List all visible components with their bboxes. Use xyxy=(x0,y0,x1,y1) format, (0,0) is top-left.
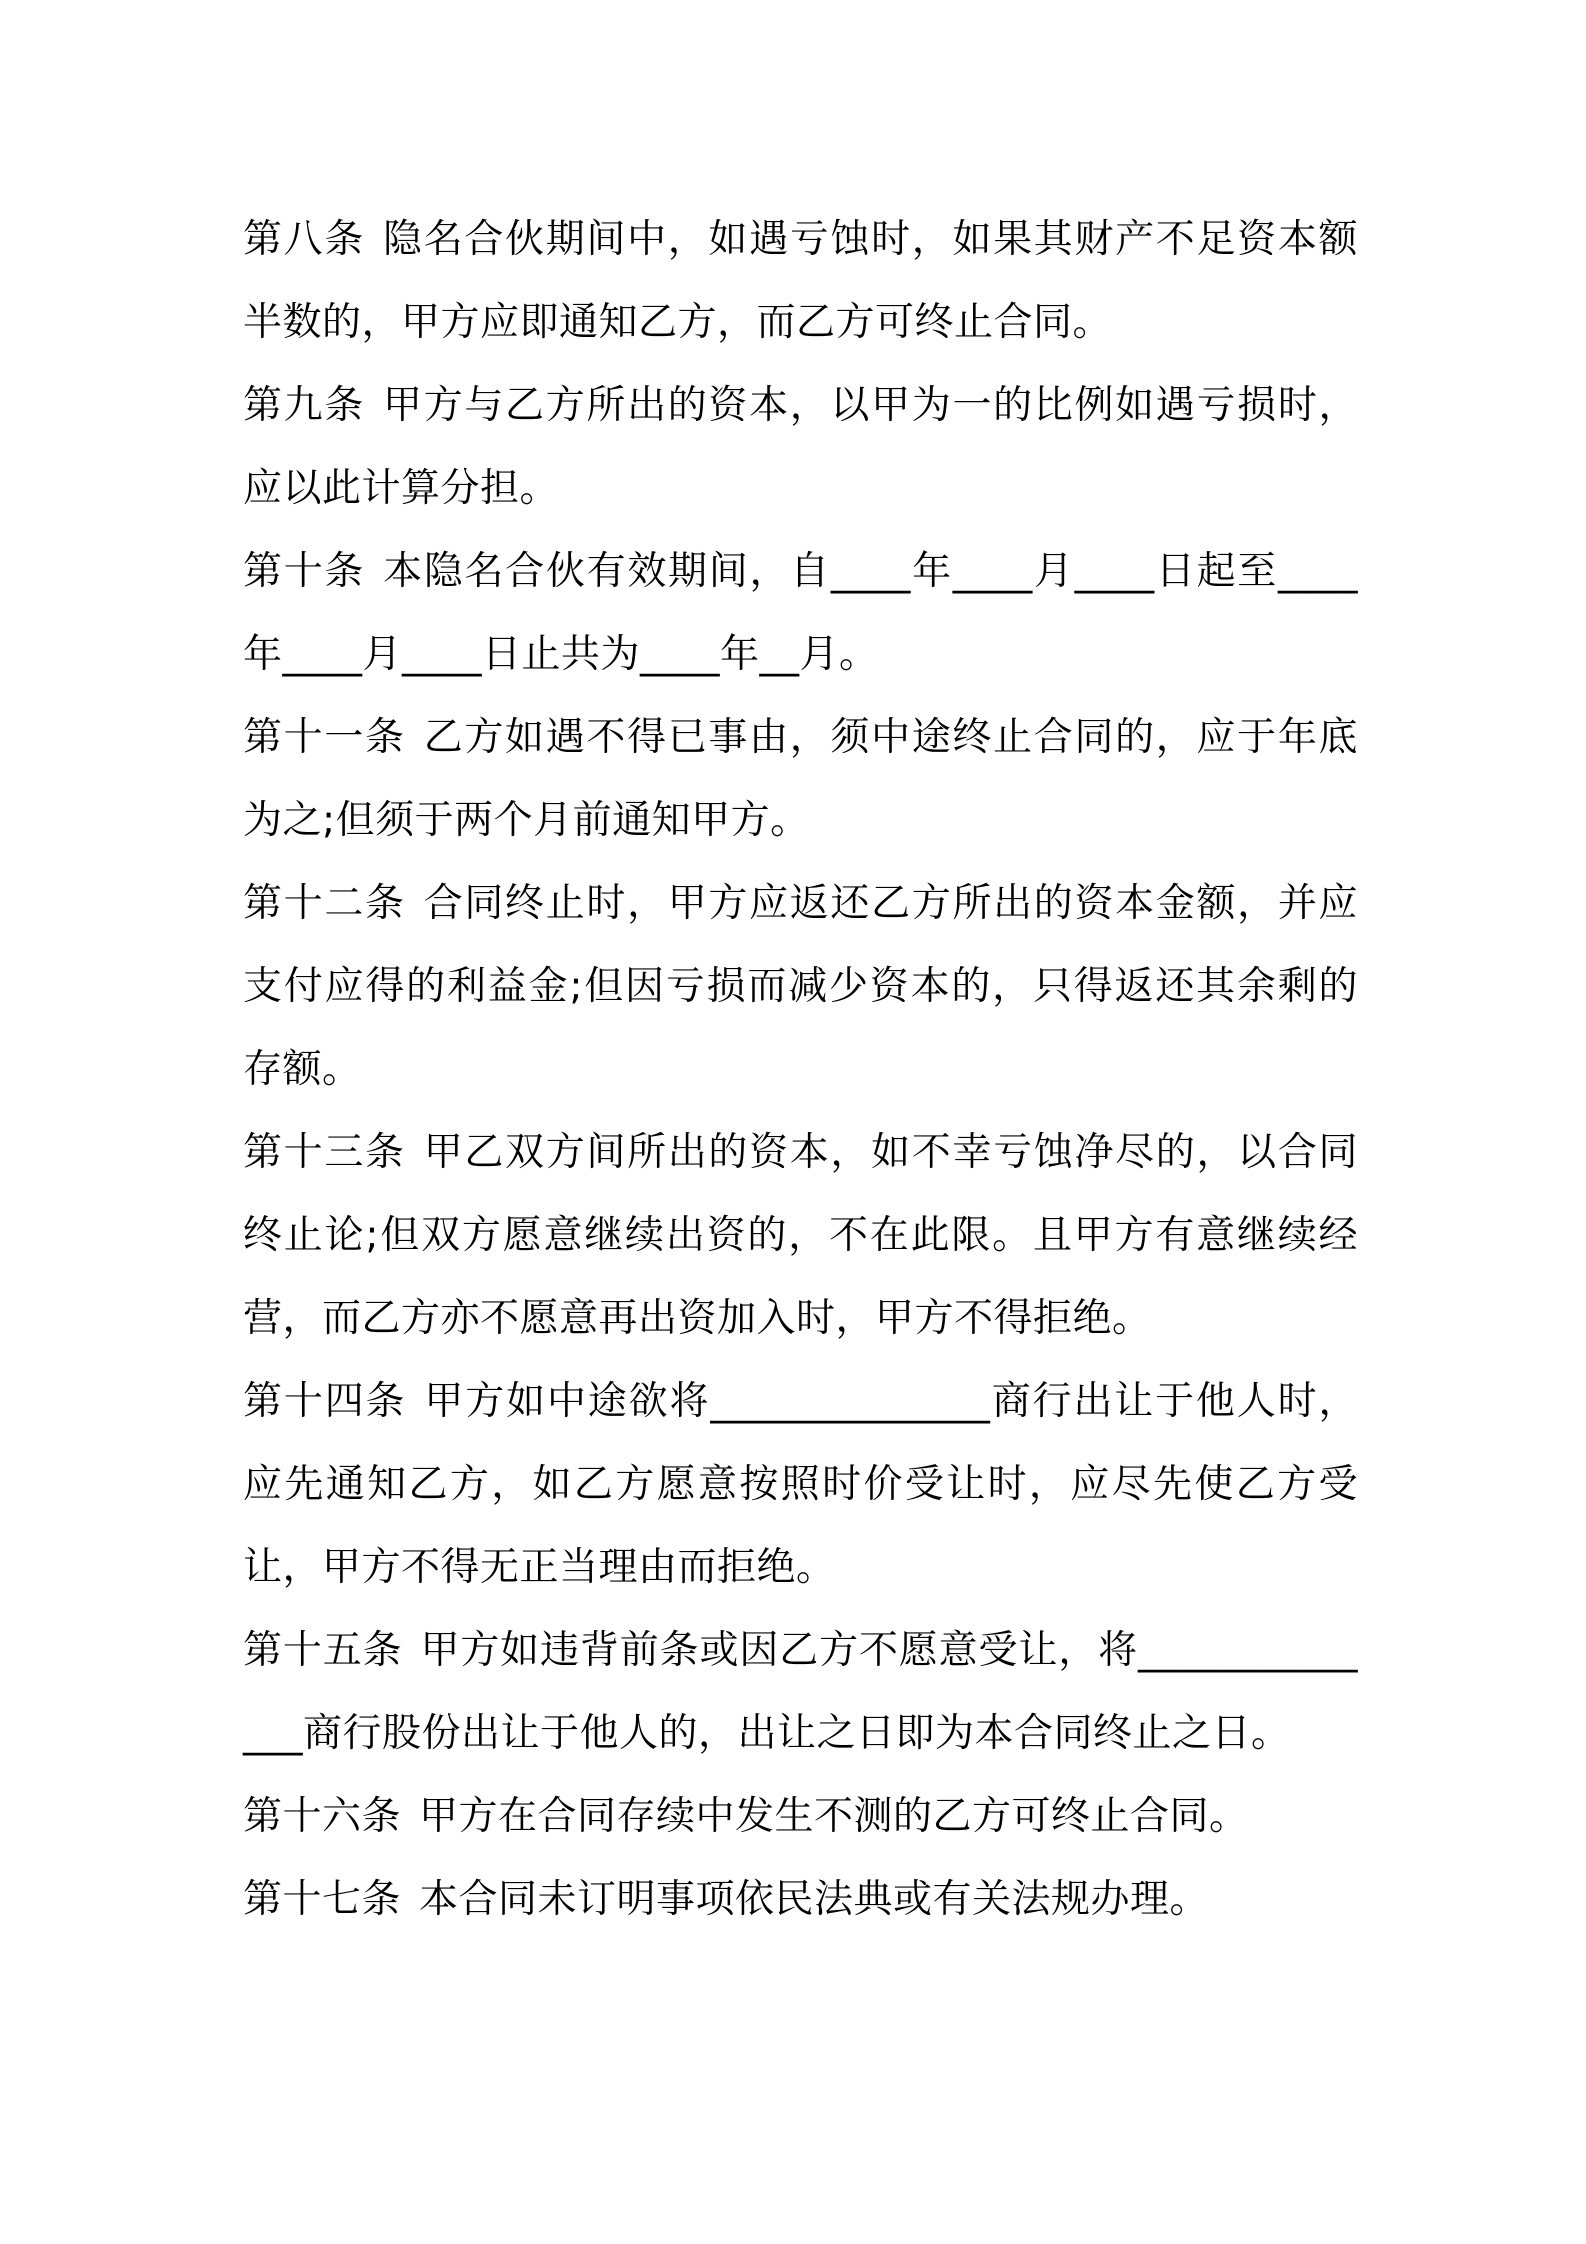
article-text: 甲方如违背前条或因乙方不愿意受让，将______________商行股份出让于他人的，出让之日即为本合同终止之日。 xyxy=(243,1628,1358,1756)
article-8 xyxy=(243,198,1358,364)
article-text: 本隐名合伙有效期间，自____年____月____日起至____年____月____日止共为____年__月。 xyxy=(243,549,1358,677)
article-text: 合同终止时，甲方应返还乙方所出的资本金额，并应支付应得的利益金;但因亏损而减少资本的，只得返还其余剩的存额。 xyxy=(243,881,1358,1092)
article-number: 第十一条 xyxy=(243,715,406,760)
article-15 xyxy=(243,1609,1358,1775)
article-12 xyxy=(243,862,1358,1111)
article-number: 第十三条 xyxy=(243,1130,406,1175)
article-number: 第十二条 xyxy=(243,881,406,926)
article-number: 第十条 xyxy=(243,549,366,594)
article-text: 甲方与乙方所出的资本，以甲为一的比例如遇亏损时，应以此计算分担。 xyxy=(243,383,1358,511)
article-16 xyxy=(243,1775,1358,1858)
article-text: 甲方在合同存续中发生不测的乙方可终止合同。 xyxy=(419,1794,1249,1839)
article-text: 乙方如遇不得已事由，须中途终止合同的，应于年底为之;但须于两个月前通知甲方。 xyxy=(243,715,1358,843)
article-11 xyxy=(243,696,1358,862)
article-number: 第十五条 xyxy=(243,1628,403,1673)
contract-page xyxy=(243,198,1358,1941)
article-number: 第十七条 xyxy=(243,1877,402,1922)
article-text: 甲方如中途欲将______________商行出让于他人时，应先通知乙方，如乙方愿意按照时价受让时，应尽先使乙方受让，甲方不得无正当理由而拒绝。 xyxy=(243,1379,1358,1590)
article-13 xyxy=(243,1111,1358,1360)
article-text: 甲乙双方间所出的资本，如不幸亏蚀净尽的，以合同终止论;但双方愿意继续出资的，不在此限。且甲方有意继续经营，而乙方亦不愿意再出资加入时，甲方不得拒绝。 xyxy=(243,1130,1358,1341)
article-number: 第十六条 xyxy=(243,1794,402,1839)
article-number: 第十四条 xyxy=(243,1379,407,1424)
article-14 xyxy=(243,1360,1358,1609)
article-text: 本合同未订明事项依民法典或有关法规办理。 xyxy=(419,1877,1210,1922)
article-number: 第八条 xyxy=(243,217,366,262)
article-number: 第九条 xyxy=(243,383,366,428)
article-9 xyxy=(243,364,1358,530)
article-17 xyxy=(243,1858,1358,1941)
article-10 xyxy=(243,530,1358,696)
article-text: 隐名合伙期间中，如遇亏蚀时，如果其财产不足资本额半数的，甲方应即通知乙方，而乙方可终止合同。 xyxy=(243,217,1358,345)
